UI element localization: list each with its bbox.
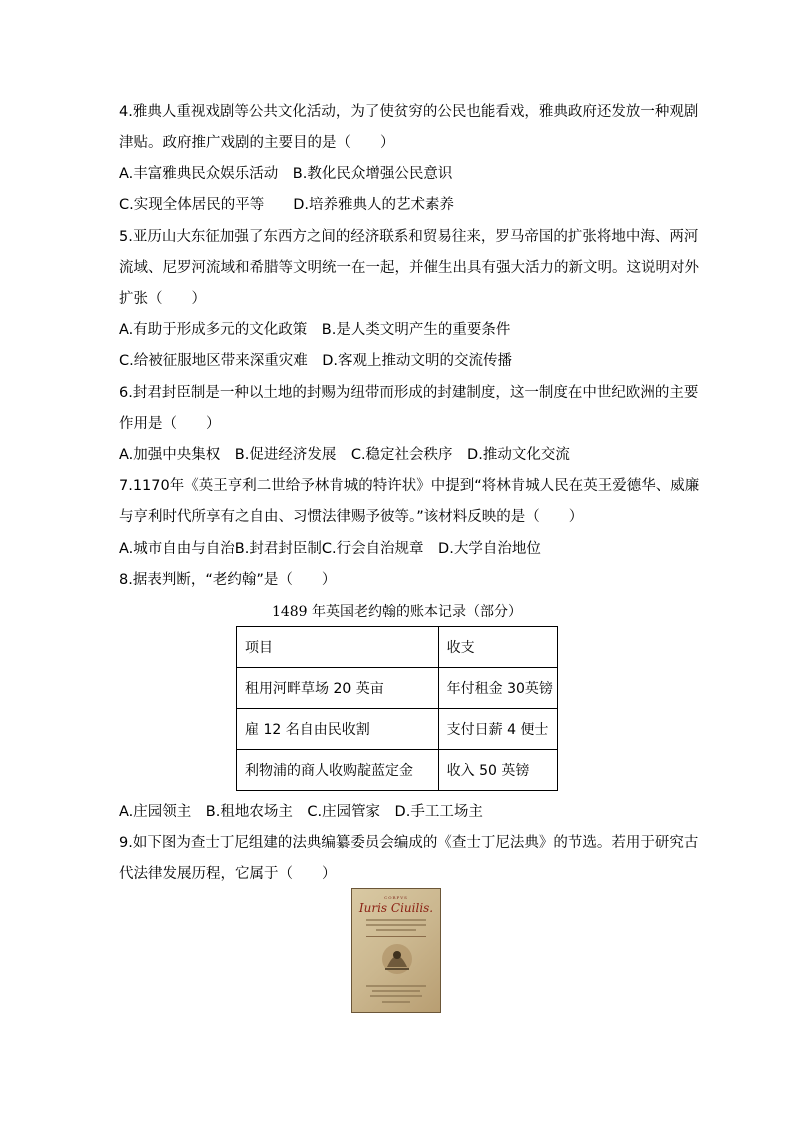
table-header-row	[237, 627, 558, 668]
table-cell-item: 雇 12 名自由民收割	[237, 709, 439, 750]
q5-stem-line1: 5.亚历山大东征加强了东西方之间的经济联系和贸易往来，罗马帝国的扩张将地中海、两河	[119, 229, 699, 245]
q7-stem-line1: 7.1170年《英王亨利二世给予林肯城的特许状》中提到“将林肯城人民在英王爱德华、威廉	[119, 478, 700, 494]
q7-stem-line2: 与亨利时代所享有之自由、习惯法律赐予彼等。”该材料反映的是（ ）	[119, 509, 584, 525]
table-header-amount: 收支	[438, 627, 557, 668]
table-row	[237, 668, 558, 709]
book-title-text: Iuris Ciuilis.	[358, 901, 434, 915]
q8-options: A.庄园领主 B.租地农场主 C.庄园管家 D.手工工场主	[119, 804, 483, 820]
table-row	[237, 709, 558, 750]
book-text-line	[372, 990, 420, 992]
book-rule	[366, 936, 426, 937]
table-cell-item: 利物浦的商人收购靛蓝定金	[237, 750, 439, 791]
table-header-item: 项目	[237, 627, 439, 668]
q4-options-cd: C.实现全体居民的平等 D.培养雅典人的艺术素养	[119, 197, 455, 213]
book-top-text: CORPVS	[384, 895, 408, 900]
q9-stem-line2: 代法律发展历程，它属于（ ）	[119, 866, 337, 882]
q5-options-cd: C.给被征服地区带来深重灾难 D.客观上推动文明的交流传播	[119, 353, 513, 369]
table-cell-amount: 收入 50 英镑	[438, 750, 557, 791]
book-text-line	[376, 929, 416, 931]
q6-stem-line2: 作用是（ ）	[119, 416, 221, 432]
ledger-table	[236, 626, 558, 791]
q5-options-ab: A.有助于形成多元的文化政策 B.是人类文明产生的重要条件	[119, 322, 511, 338]
book-text-line	[366, 919, 426, 921]
q4-stem-line2: 津贴。政府推广戏剧的主要目的是（ ）	[119, 135, 395, 151]
book-text-line	[382, 1001, 410, 1003]
q4-stem-line1: 4.雅典人重视戏剧等公共文化活动，为了使贫穷的公民也能看戏，雅典政府还发放一种观剧	[119, 104, 699, 120]
q5-stem-line3: 扩张（ ）	[119, 291, 206, 307]
q4-options-ab: A.丰富雅典民众娱乐活动 B.教化民众增强公民意识	[119, 166, 453, 182]
table-cell-item: 租用河畔草场 20 英亩	[237, 668, 439, 709]
table-cell-amount: 年付租金 30英镑	[438, 668, 557, 709]
book-text-line	[366, 924, 426, 926]
corpus-juris-civilis-title-page-image	[351, 888, 441, 1013]
q6-stem-line1: 6.封君封臣制是一种以土地的封赐为纽带而形成的封建制度，这一制度在中世纪欧洲的主要	[119, 385, 699, 401]
book-text-line	[366, 985, 426, 987]
table-row	[237, 750, 558, 791]
table-caption: 1489 年英国老约翰的账本记录（部分）	[271, 604, 523, 620]
q7-options: A.城市自由与自治B.封君封臣制C.行会自治规章 D.大学自治地位	[119, 541, 541, 557]
q9-stem-line1: 9.如下图为查士丁尼组建的法典编纂委员会编成的《查士丁尼法典》的节选。若用于研究古	[119, 835, 699, 851]
q8-stem: 8.据表判断，“老约翰”是（ ）	[119, 572, 337, 588]
q5-stem-line2: 流域、尼罗河流域和希腊等文明统一在一起，并催生出具有强大活力的新文明。这说明对外	[119, 260, 699, 276]
printer-emblem-icon	[379, 941, 415, 977]
table-cell-amount: 支付日薪 4 便士	[438, 709, 557, 750]
q6-options: A.加强中央集权 B.促进经济发展 C.稳定社会秩序 D.推动文化交流	[119, 447, 570, 463]
book-text-line	[370, 995, 422, 997]
